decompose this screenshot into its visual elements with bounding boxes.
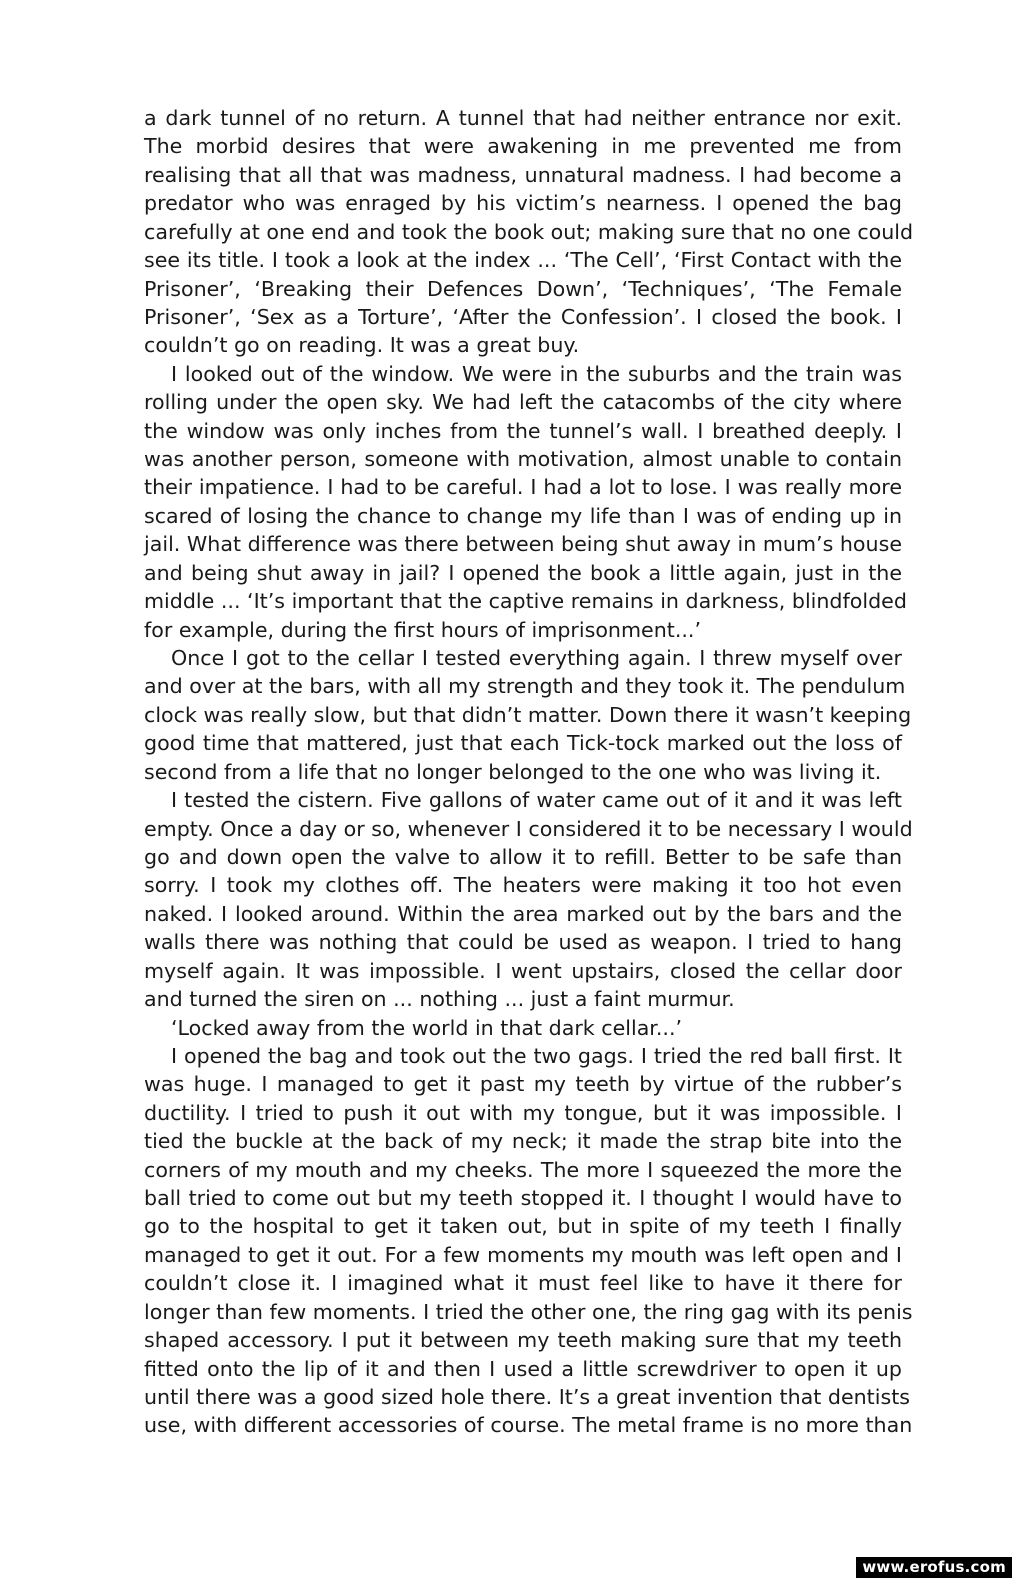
- text-line: carefully at one end and took the book out; making sure that no one could: [144, 219, 914, 244]
- text-line: fitted onto the lip of it and then I used a little screwdriver to open it up: [144, 1356, 902, 1381]
- text-line: empty. Once a day or so, whenever I considered it to be necessary I would: [144, 816, 913, 841]
- text-line: clock was really slow, but that didn’t matter. Down there it wasn’t keeping: [144, 702, 912, 727]
- text-line: I tested the cistern. Five gallons of water came out of it and it was left: [171, 788, 902, 813]
- text-line: ductility. I tried to push it out with my tongue, but it was impossible. I: [144, 1100, 902, 1125]
- text-line: realising that all that was madness, unnatural madness. I had become a: [144, 162, 902, 187]
- body-text: [144, 104, 914, 1440]
- text-line: go and down open the valve to allow it to refill. Better to be safe than: [144, 844, 902, 869]
- text-line: corners of my mouth and my cheeks. The more I squeezed the more the: [144, 1157, 902, 1182]
- text-line: for example, during the first hours of imprisonment...’: [144, 617, 702, 642]
- text-line: shaped accessory. I put it between my teeth making sure that my teeth: [144, 1328, 902, 1353]
- text-line: and over at the bars, with all my strength and they took it. The pendulum: [144, 674, 906, 699]
- text-line: The morbid desires that were awakening in me prevented me from: [144, 134, 902, 159]
- text-line: I looked out of the window. We were in the suburbs and the train was: [171, 361, 902, 386]
- text-line: see its title. I took a look at the index ... ‘The Cell’, ‘First Contact with the: [144, 248, 902, 273]
- watermark: www.erofus.com: [856, 1557, 1012, 1578]
- text-line: middle ... ‘It’s important that the captive remains in darkness, blindfolded: [144, 589, 907, 614]
- text-line: and turned the siren on ... nothing ... just a faint murmur.: [144, 987, 735, 1012]
- text-line: Prisoner’, ‘Breaking their Defences Down’, ‘Techniques’, ‘The Female: [144, 276, 902, 301]
- text-line: ‘Locked away from the world in that dark cellar...’: [171, 1015, 683, 1040]
- text-line: jail. What difference was there between being shut away in mum’s house: [144, 532, 902, 557]
- text-line: tied the buckle at the back of my neck; it made the strap bite into the: [144, 1129, 902, 1154]
- text-line: a dark tunnel of no return. A tunnel that had neither entrance nor exit.: [144, 106, 902, 130]
- text-line: Prisoner’, ‘Sex as a Torture’, ‘After the Confession’. I closed the book. I: [144, 304, 902, 329]
- text-line: naked. I looked around. Within the area marked out by the bars and the: [144, 901, 902, 926]
- text-line: predator who was enraged by his victim’s nearness. I opened the bag: [144, 191, 902, 216]
- text-line: myself again. It was impossible. I went upstairs, closed the cellar door: [144, 958, 902, 983]
- text-line: longer than few moments. I tried the other one, the ring gag with its penis: [144, 1299, 913, 1324]
- text-line: until there was a good sized hole there. It’s a great invention that dentists: [144, 1384, 911, 1409]
- text-line: couldn’t close it. I imagined what it must feel like to have it there for: [144, 1271, 902, 1296]
- text-line: rolling under the open sky. We had left the catacombs of the city where: [144, 390, 902, 415]
- text-line: use, with different accessories of course. The metal frame is no more than: [144, 1413, 913, 1438]
- text-line: Once I got to the cellar I tested everything again. I threw myself over: [171, 646, 902, 671]
- text-line: go to the hospital to get it taken out, but in spite of my teeth I finally: [144, 1214, 902, 1239]
- text-line: second from a life that no longer belonged to the one who was living it.: [144, 759, 882, 784]
- text-line: and being shut away in jail? I opened the book a little again, just in the: [144, 560, 902, 585]
- text-line: scared of losing the chance to change my life than I was of ending up in: [144, 503, 902, 528]
- text-line: good time that mattered, just that each Tick-tock marked out the loss of: [144, 731, 902, 756]
- text-line: their impatience. I had to be careful. I had a lot to lose. I was really more: [144, 475, 902, 500]
- text-line: sorry. I took my clothes off. The heaters were making it too hot even: [144, 873, 902, 898]
- text-line: the window was only inches from the tunnel’s wall. I breathed deeply. I: [144, 418, 902, 443]
- text-line: was huge. I managed to get it past my teeth by virtue of the rubber’s: [144, 1072, 902, 1097]
- text-line: couldn’t go on reading. It was a great buy.: [144, 333, 580, 358]
- text-line: was another person, someone with motivation, almost unable to contain: [144, 447, 902, 472]
- text-line: walls there was nothing that could be used as weapon. I tried to hang: [144, 930, 902, 955]
- text-line: I opened the bag and took out the two gags. I tried the red ball first. It: [171, 1043, 902, 1068]
- text-line: ball tried to come out but my teeth stopped it. I thought I would have to: [144, 1186, 902, 1211]
- text-line: managed to get it out. For a few moments my mouth was left open and I: [144, 1242, 902, 1267]
